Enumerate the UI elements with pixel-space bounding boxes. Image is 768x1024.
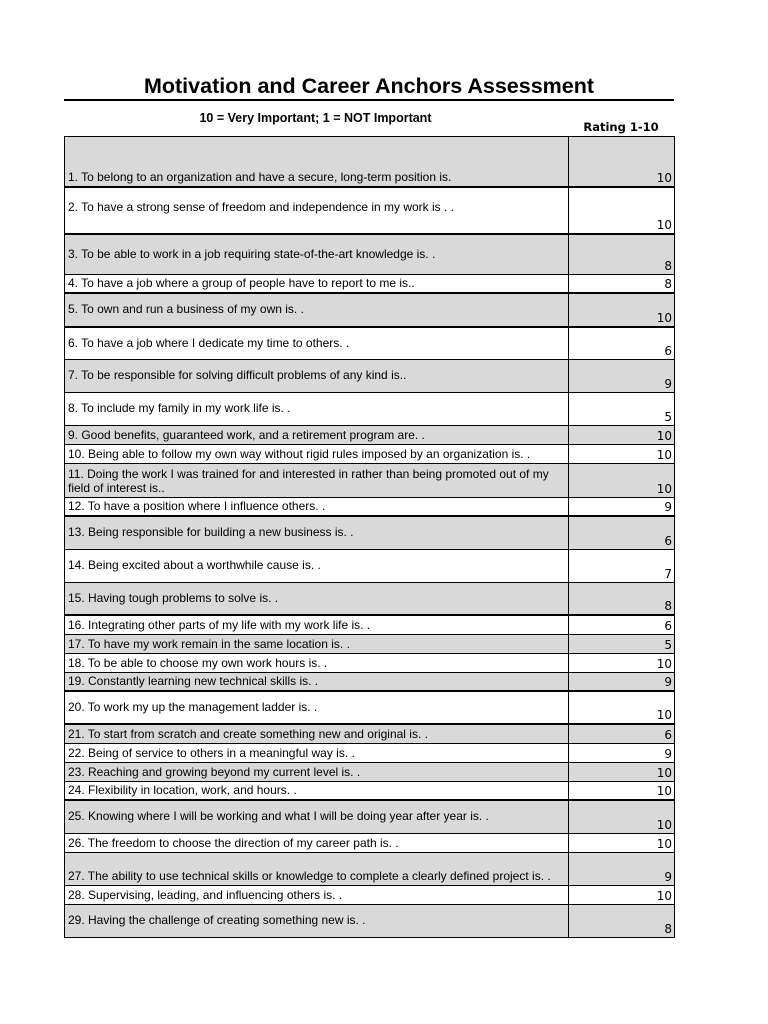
statement-cell: [65, 464, 569, 497]
table-row: [65, 393, 675, 426]
statement-text: 16. Integrating other parts of my life with my work life is. .: [68, 618, 371, 632]
rating-cell[interactable]: [569, 426, 675, 444]
table-row: [65, 550, 675, 583]
statement-text: 28. Supervising, leading, and influencing others is. .: [68, 888, 343, 902]
statement-cell: [65, 137, 569, 186]
statement-text: 15. Having tough problems to solve is. .: [68, 591, 279, 605]
statement-text: 17. To have my work remain in the same location is. .: [68, 637, 350, 651]
statement-cell: [65, 616, 569, 634]
table-row: [65, 498, 675, 517]
rating-value: 7: [664, 567, 672, 581]
rating-cell[interactable]: [569, 853, 675, 885]
rating-value: 10: [656, 766, 672, 780]
rating-cell[interactable]: [569, 583, 675, 614]
rating-value: 6: [664, 728, 672, 742]
rating-value: 10: [656, 837, 672, 851]
statement-text: 22. Being of service to others in a meaningful way is. .: [68, 746, 355, 760]
statement-text: 24. Flexibility in location, work, and hours. .: [68, 783, 297, 797]
statement-text: 25. Knowing where I will be working and what I will be doing year after year is. .: [68, 809, 489, 823]
rating-cell[interactable]: [569, 137, 675, 186]
table-row: [65, 692, 675, 725]
statement-text: 3. To be able to work in a job requiring state-of-the-art knowledge is. .: [68, 247, 436, 261]
rating-value: 10: [656, 429, 672, 443]
statement-cell: [65, 360, 569, 392]
rating-cell[interactable]: [569, 886, 675, 904]
statement-cell: [65, 744, 569, 762]
statement-text: 26. The freedom to choose the direction of my career path is. .: [68, 836, 399, 850]
table-row: [65, 360, 675, 393]
statement-cell: [65, 725, 569, 743]
table-row: [65, 328, 675, 360]
rating-cell[interactable]: [569, 294, 675, 326]
rating-value: 8: [664, 922, 672, 936]
statement-cell: [65, 853, 569, 885]
statement-text: 5. To own and run a business of my own is. .: [68, 302, 304, 316]
statement-cell: [65, 801, 569, 833]
rating-value: 10: [656, 448, 672, 462]
rating-value: 10: [656, 482, 672, 496]
rating-cell[interactable]: [569, 328, 675, 359]
table-row: [65, 635, 675, 654]
rating-value: 9: [664, 870, 672, 884]
table-row: [65, 801, 675, 834]
statement-cell: [65, 426, 569, 444]
statement-cell: [65, 886, 569, 904]
table-row: [65, 583, 675, 616]
rating-value: 10: [656, 657, 672, 671]
table-row: [65, 517, 675, 550]
statement-cell: [65, 583, 569, 614]
assessment-table: [64, 136, 675, 938]
rating-value: 6: [664, 534, 672, 548]
table-row: [65, 188, 675, 235]
statement-text: 23. Reaching and growing beyond my current level is. .: [68, 765, 361, 779]
scale-note: 10 = Very Important; 1 = NOT Important: [199, 111, 432, 125]
table-row: [65, 654, 675, 673]
rating-value: 10: [656, 889, 672, 903]
statement-cell: [65, 517, 569, 549]
table-row: [65, 445, 675, 464]
statement-cell: [65, 445, 569, 463]
rating-cell[interactable]: [569, 616, 675, 634]
rating-value: 10: [656, 311, 672, 325]
statement-cell: [65, 294, 569, 326]
statement-cell: [65, 235, 569, 274]
statement-cell: [65, 275, 569, 292]
table-row: [65, 905, 675, 938]
statement-text: 12. To have a position where I influence others. .: [68, 499, 326, 513]
rating-cell[interactable]: [569, 763, 675, 781]
rating-value: 10: [656, 171, 672, 185]
rating-cell[interactable]: [569, 498, 675, 515]
rating-cell[interactable]: [569, 635, 675, 653]
rating-cell[interactable]: [569, 360, 675, 392]
rating-cell[interactable]: [569, 692, 675, 723]
table-row: [65, 426, 675, 445]
rating-cell[interactable]: [569, 654, 675, 672]
rating-value: 8: [664, 599, 672, 613]
table-row: [65, 744, 675, 763]
statement-cell: [65, 635, 569, 653]
table-row: [65, 294, 675, 328]
statement-cell: [65, 782, 569, 799]
table-row: [65, 834, 675, 853]
statement-cell: [65, 692, 569, 723]
statement-text: 6. To have a job where I dedicate my time to others. .: [68, 336, 350, 350]
statement-cell: [65, 654, 569, 672]
rating-column-header: Rating 1-10: [583, 120, 659, 134]
rating-value: 10: [656, 784, 672, 798]
rating-value: 9: [664, 377, 672, 391]
rating-cell[interactable]: [569, 834, 675, 852]
statement-text: 7. To be responsible for solving difficult problems of any kind is..: [68, 368, 407, 382]
page-title: Motivation and Career Anchors Assessment: [143, 74, 595, 98]
rating-value: 9: [664, 675, 672, 689]
statement-text: 10. Being able to follow my own way without rigid rules imposed by an organization is. .: [68, 447, 531, 461]
table-row: [65, 235, 675, 275]
statement-text: 13. Being responsible for building a new business is. .: [68, 525, 354, 539]
rating-cell[interactable]: [569, 782, 675, 799]
statement-text: 19. Constantly learning new technical skills is. .: [68, 674, 319, 688]
rating-value: 9: [664, 500, 672, 514]
rating-value: 6: [664, 619, 672, 633]
rating-cell[interactable]: [569, 235, 675, 274]
rating-cell[interactable]: [569, 801, 675, 833]
statement-cell: [65, 550, 569, 582]
table-row: [65, 853, 675, 886]
table-row: [65, 886, 675, 905]
statement-text: 4. To have a job where a group of people have to report to me is..: [68, 276, 415, 290]
statement-text: 14. Being excited about a worthwhile cause is. .: [68, 558, 321, 572]
statement-text: 27. The ability to use technical skills or knowledge to complete a clearly defined project is. .: [68, 869, 551, 883]
statement-cell: [65, 834, 569, 852]
statement-text: 21. To start from scratch and create something new and original is. .: [68, 727, 428, 741]
rating-value: 9: [664, 747, 672, 761]
statement-cell: [65, 763, 569, 781]
statement-text: 1. To belong to an organization and have a secure, long-term position is.: [68, 170, 452, 184]
rating-cell[interactable]: [569, 905, 675, 937]
statement-text: 8. To include my family in my work life is. .: [68, 401, 291, 415]
rating-cell[interactable]: [569, 517, 675, 549]
rating-value: 10: [656, 218, 672, 232]
table-row: [65, 763, 675, 782]
table-row: [65, 782, 675, 801]
statement-text: 18. To be able to choose my own work hours is. .: [68, 656, 328, 670]
rating-cell[interactable]: [569, 464, 675, 497]
statement-text: 11. Doing the work I was trained for and interested in rather than being promoted out of my field of interest is..: [68, 467, 549, 495]
rating-cell[interactable]: [569, 188, 675, 233]
statement-cell: [65, 328, 569, 359]
statement-text: 29. Having the challenge of creating something new is. .: [68, 913, 366, 927]
table-row: [65, 464, 675, 498]
rating-value: 5: [664, 410, 672, 424]
rating-value: 10: [656, 818, 672, 832]
rating-value: 10: [656, 708, 672, 722]
rating-cell[interactable]: [569, 550, 675, 582]
statement-text: 2. To have a strong sense of freedom and independence in my work is . .: [68, 200, 455, 214]
rating-value: 8: [664, 277, 672, 291]
table-row: [65, 673, 675, 692]
table-row: [65, 275, 675, 294]
statement-cell: [65, 498, 569, 515]
table-row: [65, 137, 675, 188]
statement-cell: [65, 393, 569, 425]
rating-cell[interactable]: [569, 393, 675, 425]
rating-cell[interactable]: [569, 744, 675, 762]
statement-text: 20. To work my up the management ladder is. .: [68, 700, 318, 714]
title-divider: [64, 99, 674, 101]
rating-value: 8: [664, 259, 672, 273]
table-row: [65, 725, 675, 744]
rating-value: 6: [664, 344, 672, 358]
statement-cell: [65, 905, 569, 937]
statement-text: 9. Good benefits, guaranteed work, and a retirement program are. .: [68, 428, 425, 442]
rating-cell[interactable]: [569, 445, 675, 463]
statement-cell: [65, 188, 569, 233]
statement-cell: [65, 673, 569, 690]
table-row: [65, 616, 675, 635]
rating-cell[interactable]: [569, 673, 675, 690]
rating-value: 5: [664, 638, 672, 652]
rating-cell[interactable]: [569, 275, 675, 292]
rating-cell[interactable]: [569, 725, 675, 743]
